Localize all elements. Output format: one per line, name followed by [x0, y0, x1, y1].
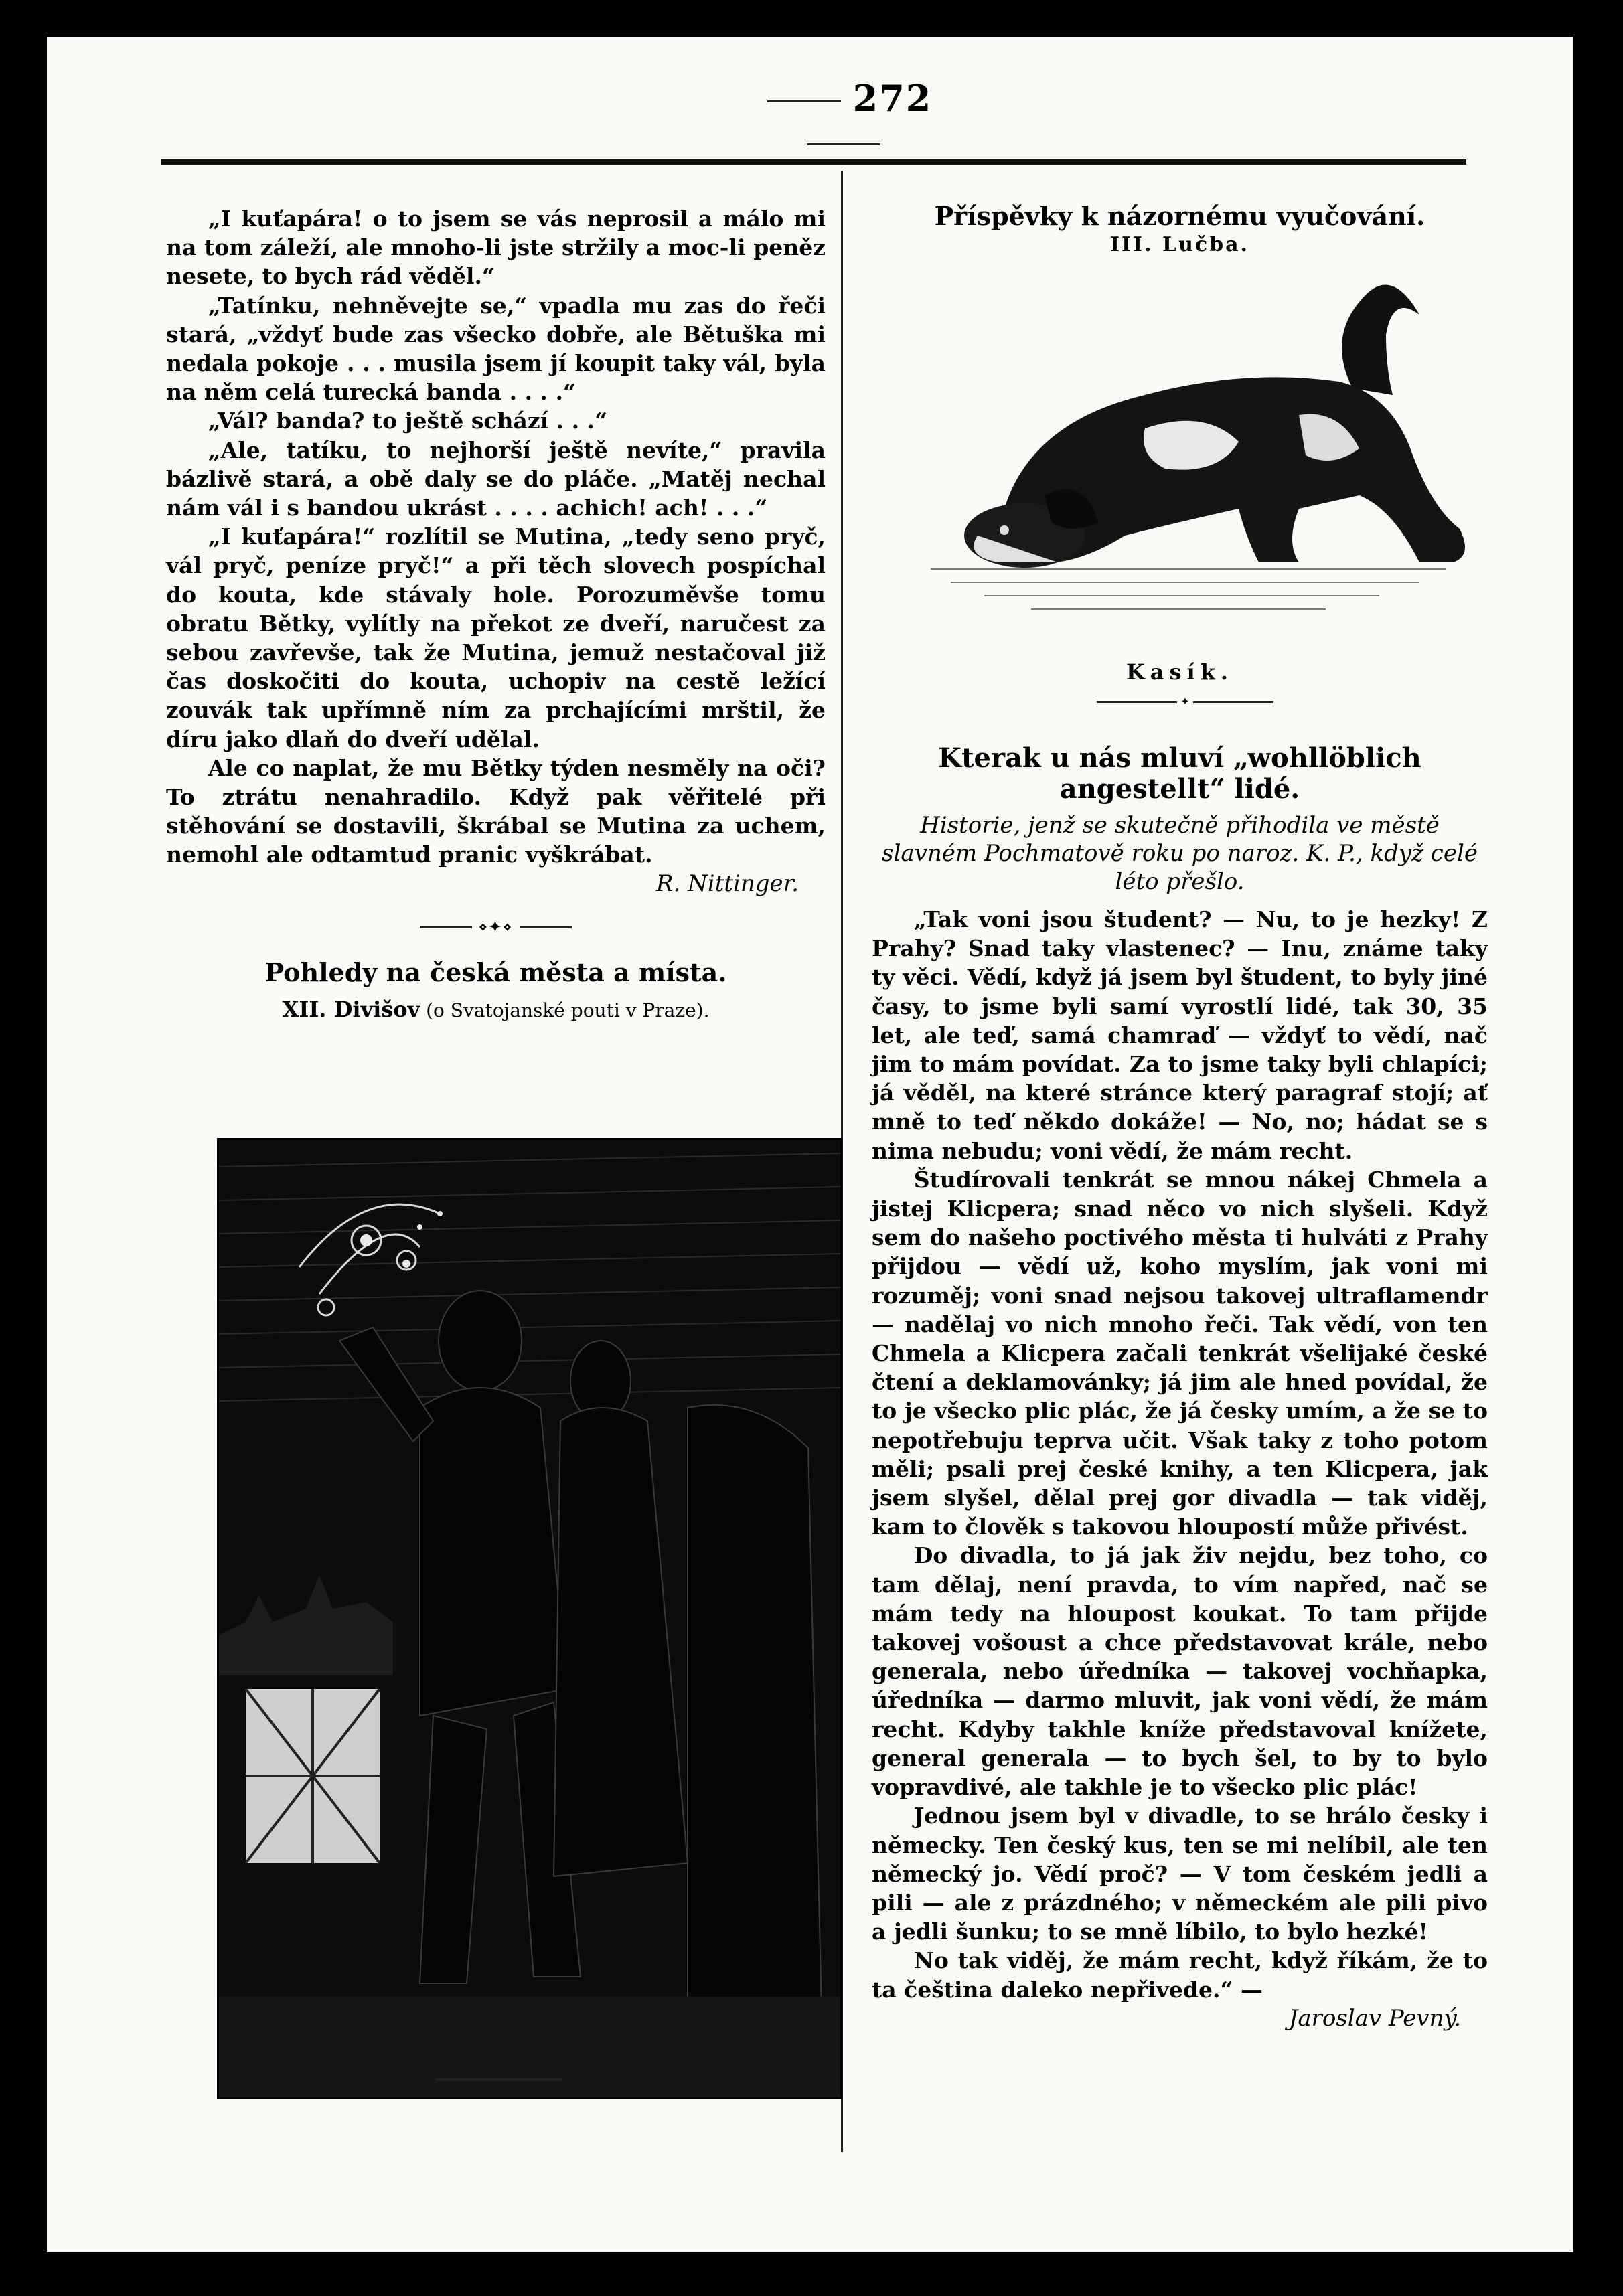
story-paragraph: „Vál? banda? to ještě schází . . .“	[208, 408, 608, 434]
illustration-rule	[435, 2078, 562, 2081]
dog-drawing	[924, 254, 1486, 656]
story-paragraph: „I kuťapára! o to jsem se vás neprosil a málo mi na tom záleží, ale mnoho-li jste stržily a moc-li peněz nesete, to bych rád věděl.“	[166, 206, 826, 290]
section-subtitle	[166, 995, 826, 1025]
article-paragraph: Do divadla, to já jak živ nejdu, bez toho, co tam dělaj, není pravda, to vím napřed, nač se mám tedy na hloupost koukat. To tam přijde takovej vošoust a chce představovat krále, nebo generala, nebo úředníka — takovej vochňapka, úředníka — darmo mluvit, jak voni vědí, že mám recht. Kdyby takhle kníže představoval knížete, general generala — to bych šel, to by to bylo vopravdivé, ale takhle je to všecko plic plác!	[872, 1542, 1488, 1801]
header-rule	[161, 159, 1466, 165]
article-subtitle: Historie, jenž se skutečně přihodila ve městě slavném Pochmatově roku po naroz. K. P., když celé léto přešlo.	[882, 812, 1478, 895]
article-signature: Jaroslav Pevný.	[1288, 2004, 1461, 2032]
story-signature: R. Nittinger.	[655, 870, 799, 897]
right-column	[872, 743, 1488, 2033]
lesson-header	[872, 201, 1488, 258]
article-title: Kterak u nás mluví „wohllöblich angestellt“ lidé.	[938, 742, 1421, 805]
story-paragraph: „Ale, tatíku, to nejhorší ještě nevíte,“ pravila bázlivě stará, a obě daly se do pláče. „Matěj nechal nám vál i s bandou ukrást . . . . achich! ach! . . .“	[166, 436, 826, 521]
lesson-title: Příspěvky k názornému vyučování.	[934, 201, 1425, 231]
section-title: Pohledy na česká města a místa.	[264, 957, 727, 988]
illustration-caption: Kasík.	[1126, 659, 1234, 685]
article-paragraph: Študírovali tenkrát se mnou nákej Chmela a jistej Klicpera; snad něco vo nich slyšeli. Když sem do našeho poctivého města ti hulváti z Prahy přijdou — vědí už, koho myslím, jak voni mi rozuměj; voni snad nejsou takovej ultraflamendr — nadělaj vo nich mnoho řeči. Tak vědí, von ten Chmela a Klicpera začali tenkrát všelijaké české čtení a deklamovánky; já jim ale hned povídal, že to je všecko plic plác, že já česky umím, a že se to nepotřebuju teprva učit. Však taky z toho potom měli; psali prej české knihy, a ten Klicpera, jak jsem slyšel, dělal prej gor divadla — tak viděj, kam to člověk s takovou hloupostí může přivést.	[872, 1166, 1488, 1540]
night-scene-drawing	[219, 1140, 840, 2097]
story-paragraph: „Tatínku, nehněvejte se,“ vpadla mu zas do řeči stará, „vždyť bude zas všecko dobře, ale Bětuška mi nedala pokoje . . . musila jsem jí koupit taky vál, byla na něm celá turecká banda . . . .“	[166, 292, 826, 406]
story-paragraph: Ale co naplat, že mu Bětky týden nesměly na oči? To ztrátu nenahradilo. Když pak věřitelé při stěhování se dostavili, škrábal se Mutina za uchem, nemohl ale odtamtud pranic vyškrábat.	[166, 754, 826, 868]
page-number: 272	[710, 77, 978, 163]
story-paragraph: „I kuťapára!“ rozlítil se Mutina, „tedy seno pryč, vál pryč, peníze pryč!“ a při těch slovech pospíchal do kouta, kde stávaly hole. Porozuměvše tomu obratu Bětky, vylítly na překot ze dveří, naručest za sebou zavřevše, tak že Mutina, jemuž nestačoval již čas doskočiti do kouta, uchopiv na cestě ležící zouvák tak upřímně ním za prchajícími mrštil, že díru jako dlaň do dveří udělal.	[166, 523, 826, 752]
night-scene-engraving	[217, 1138, 842, 2099]
section-subtitle-number: XII. Divišov	[282, 997, 420, 1023]
article-paragraph: Jednou jsem byl v divadle, to se hrálo česky i německy. Ten český kus, ten se mi nelíbil, ale ten německý jo. Vědí proč? — V tom českém jedli a pili — ale z prázdného; v německém ale pili pivo a jedli šunku; to se mně líbilo, to bylo hezké!	[872, 1803, 1488, 1945]
lesson-subtitle: III. Lučba.	[1109, 233, 1250, 256]
article-paragraph: No tak viděj, že mám recht, když říkám, že to ta čeština daleko nepřivede.“ —	[872, 1947, 1488, 2003]
left-column	[166, 204, 826, 1045]
dog-engraving	[924, 254, 1486, 656]
article-paragraph: „Tak voni jsou študent? — Nu, to je hezky! Z Prahy? Snad taky vlastenec? — Inu, známe taky ty věci. Vědí, když já jsem byl študent, to byly jiné časy, to jsme byli samí vyrostlí lidé, tak 30, 35 let, ale teď, samá chamraď — vždyť to vědí, nač jim to mám povídat. Za to jsme taky byli chlapíci; já věděl, na které stránce který paragraf stojí; ať mně to teď někdo dokáže! — No, no; hádat se s nima nebudu; voni vědí, že mám recht.	[872, 906, 1488, 1164]
ornament-divider: ⋄✦⋄	[166, 913, 826, 942]
ornament-divider: ✦	[1045, 695, 1326, 708]
section-subtitle-rest: (o Svatojanské pouti v Praze).	[426, 999, 710, 1022]
